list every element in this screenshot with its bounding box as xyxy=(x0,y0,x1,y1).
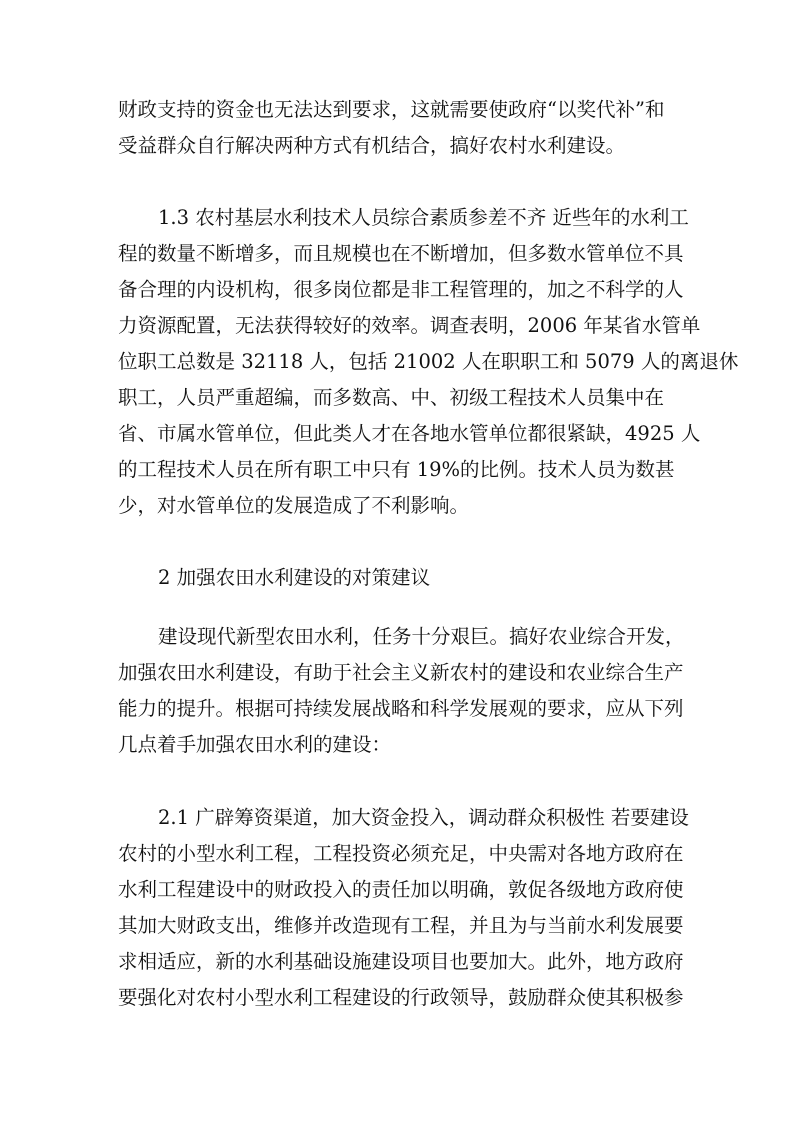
text-line: 1.3 农村基层水利技术人员综合素质参差不齐 近些年的水利工 xyxy=(158,206,689,229)
text-line: 位职工总数是 32118 人，包括 21002 人在职职工和 5079 人的离退休 xyxy=(118,350,739,373)
text-line: 财政支持的资金也无法达到要求，这就需要使政府“以奖代补”和 xyxy=(118,98,665,121)
section-2-intro-paragraph xyxy=(118,619,685,763)
text-line: 建设现代新型农田水利，任务十分艰巨。搞好农业综合开发， xyxy=(158,625,685,648)
section-2-1-paragraph xyxy=(118,800,689,1016)
text-line: 的工程技术人员在所有职工中只有 19%的比例。技术人员为数甚 xyxy=(118,458,675,481)
text-line: 加强农田水利建设，有助于社会主义新农村的建设和农业综合生产 xyxy=(118,661,684,684)
paragraph-continuation xyxy=(118,92,678,164)
text-line: 其加大财政支出，维修并改造现有工程，并且为与当前水利发展要 xyxy=(118,914,684,937)
text-line: 能力的提升。根据可持续发展战略和科学发展观的要求，应从下列 xyxy=(118,697,684,720)
section-1-3-paragraph xyxy=(118,200,739,524)
text-line: 要强化对农村小型水利工程建设的行政领导，鼓励群众使其积极参 xyxy=(118,986,684,1009)
text-line: 2.1 广辟筹资渠道，加大资金投入，调动群众积极性 若要建设 xyxy=(158,806,689,829)
text-line: 备合理的内设机构，很多岗位都是非工程管理的，加之不科学的人 xyxy=(118,278,684,301)
text-line: 程的数量不断增多，而且规模也在不断增加，但多数水管单位不具 xyxy=(118,242,684,265)
text-line: 农村的小型水利工程，工程投资必须充足，中央需对各地方政府在 xyxy=(118,842,684,865)
section-2-heading xyxy=(118,560,678,596)
text-line: 求相适应，新的水利基础设施建设项目也要加大。此外，地方政府 xyxy=(118,950,684,973)
text-line: 少，对水管单位的发展造成了不利影响。 xyxy=(118,494,470,517)
text-line: 职工，人员严重超编，而多数高、中、初级工程技术人员集中在 xyxy=(118,386,665,409)
text-line: 受益群众自行解决两种方式有机结合，搞好农村水利建设。 xyxy=(118,134,626,157)
text-line: 水利工程建设中的财政投入的责任加以明确，敦促各级地方政府使 xyxy=(118,878,684,901)
text-line: 省、市属水管单位，但此类人才在各地水管单位都很紧缺，4925 人 xyxy=(118,422,701,445)
text-line: 力资源配置，无法获得较好的效率。调查表明，2006 年某省水管单 xyxy=(118,314,701,337)
section-heading: 2 加强农田水利建设的对策建议 xyxy=(158,566,431,589)
text-line: 几点着手加强农田水利的建设： xyxy=(118,733,392,756)
